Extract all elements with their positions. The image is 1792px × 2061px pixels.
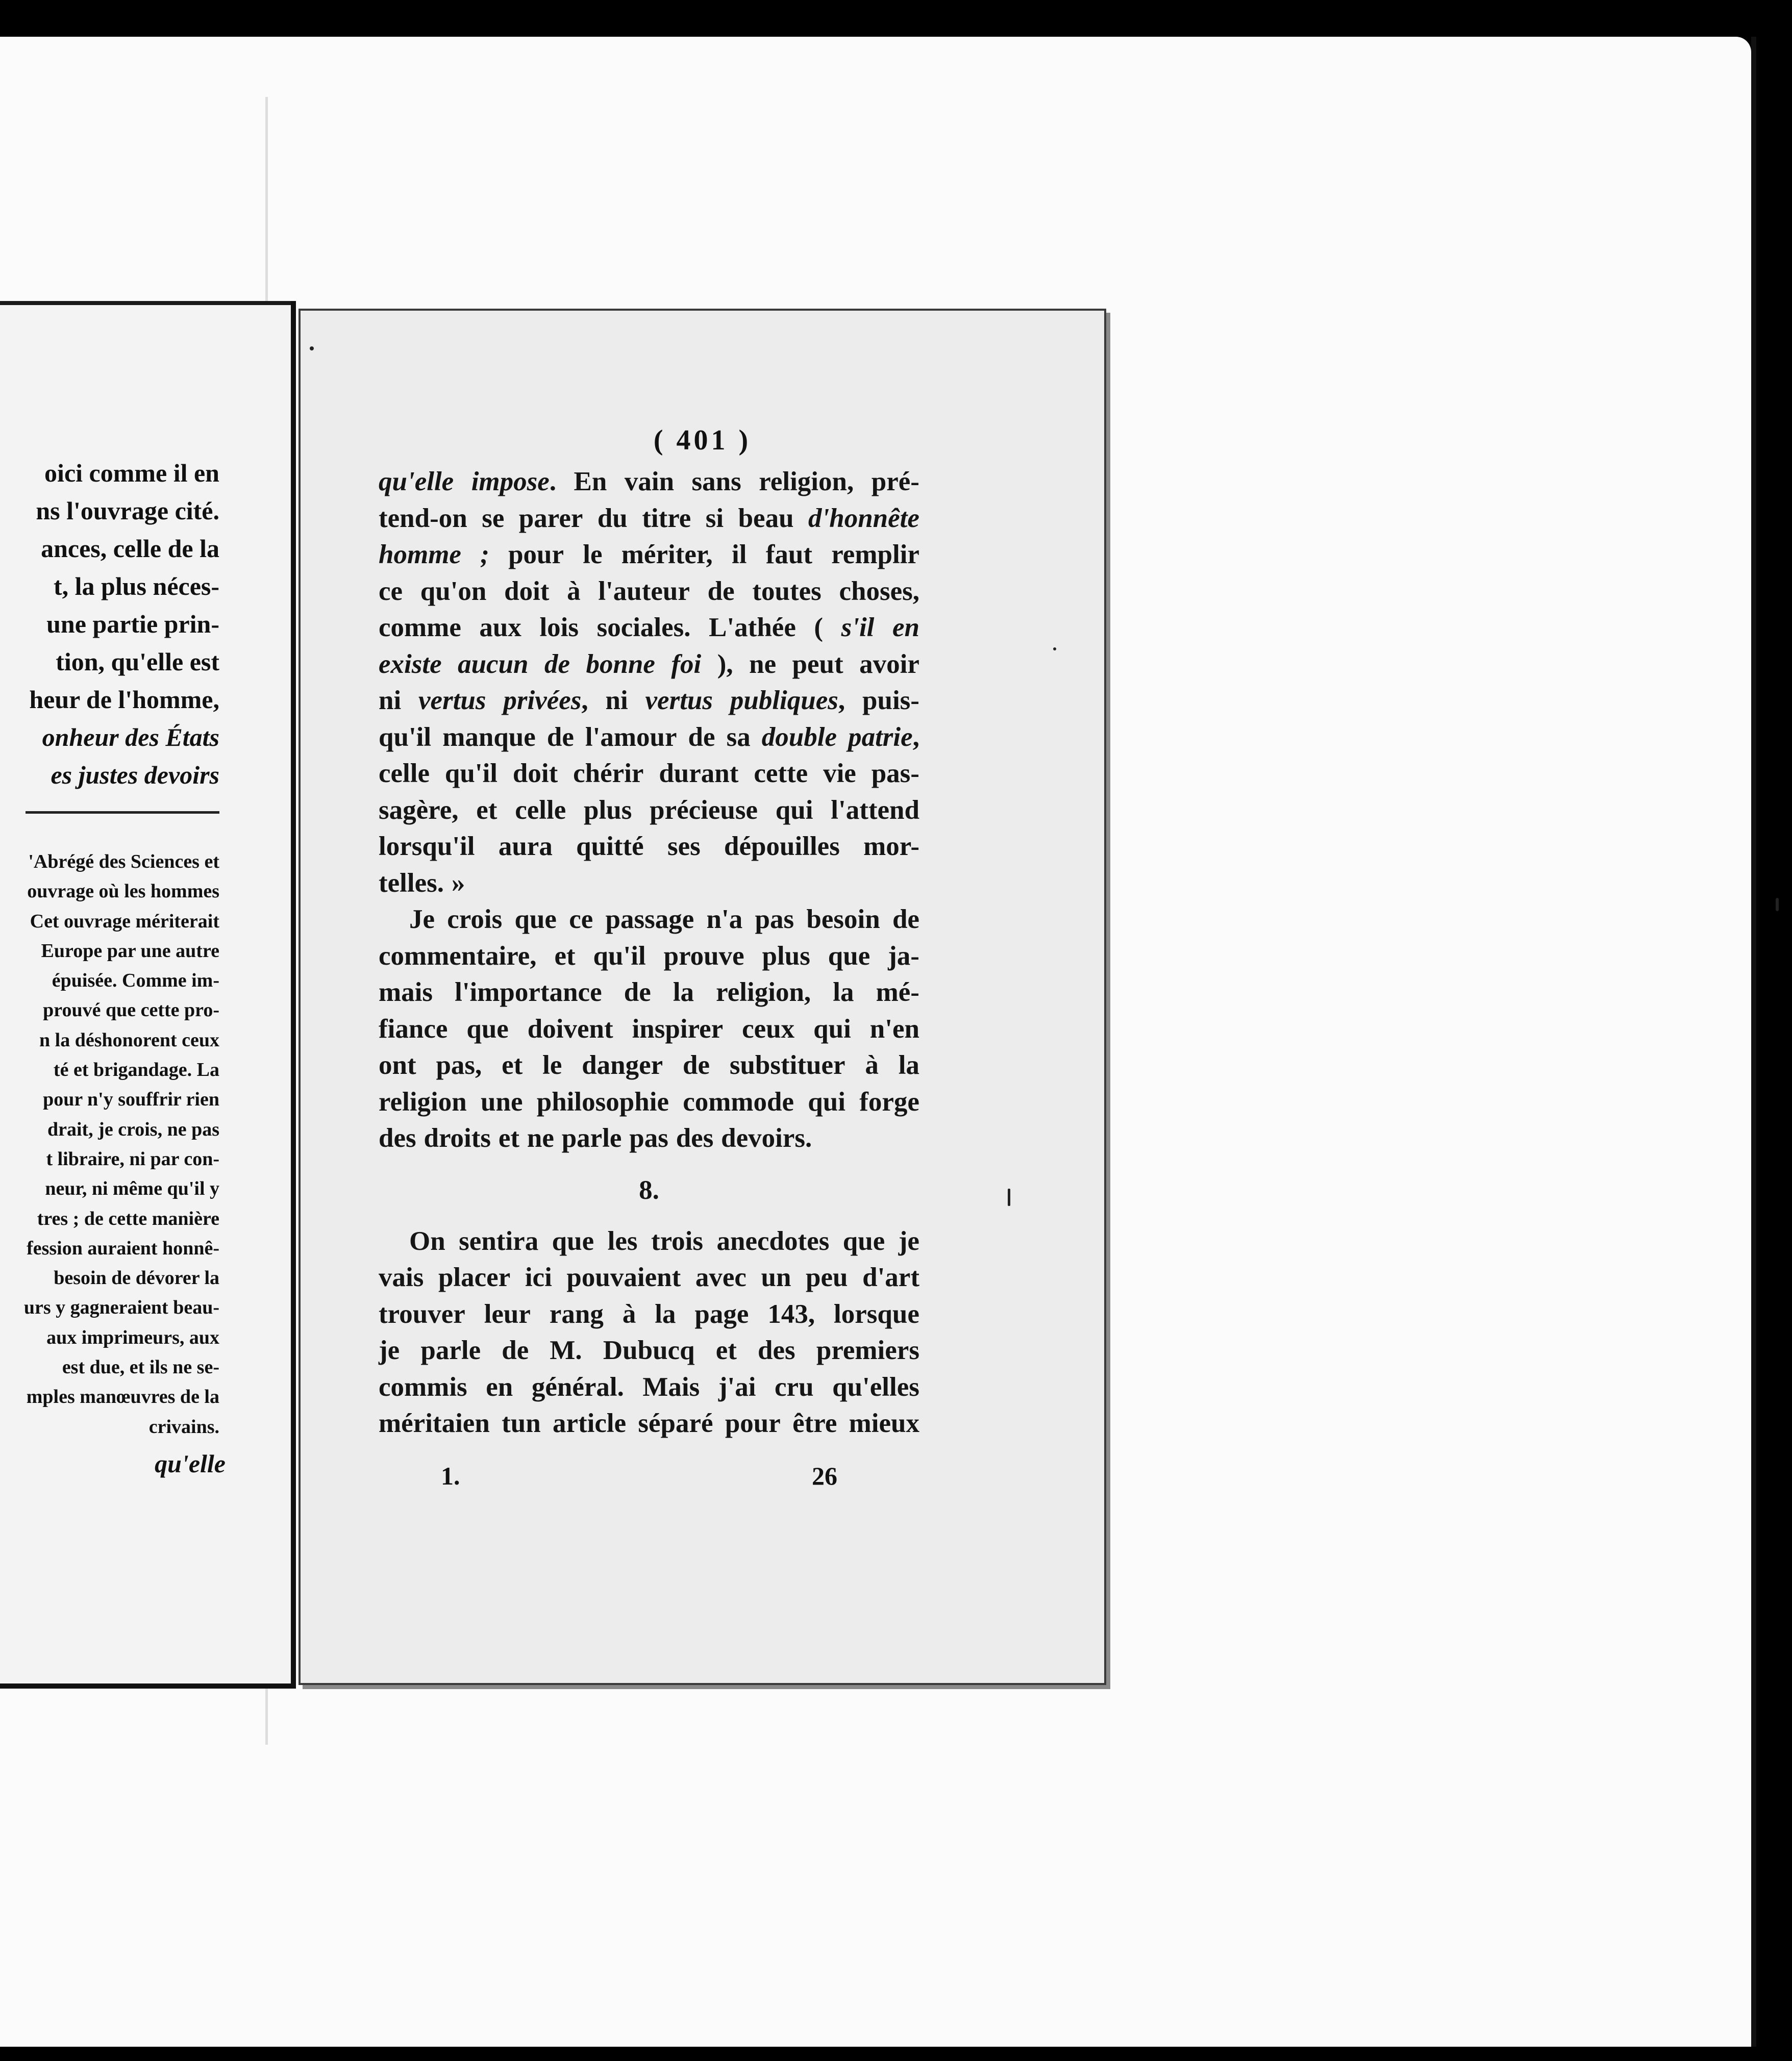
word: sociales. (596, 613, 691, 642)
word: ce (569, 904, 593, 934)
previous-page-line: ns l'ouvrage cité. (36, 496, 219, 525)
word: que (466, 1014, 509, 1044)
text-line (379, 1223, 919, 1260)
word: trouver (379, 1299, 465, 1329)
word: l'attend (831, 795, 919, 825)
word: se (482, 503, 505, 533)
footnote-line: Europe par une autre (41, 940, 219, 962)
word: lorsqu'il (379, 832, 475, 861)
word: philosophie (536, 1087, 669, 1117)
word: qui (808, 1087, 845, 1117)
footnote-line: tres ; de cette manière (37, 1208, 219, 1229)
word: aux (479, 613, 521, 642)
word: celle (379, 759, 430, 788)
word: être (792, 1409, 837, 1438)
word: il (732, 540, 747, 569)
word: de (688, 722, 715, 752)
footnote-line: est due, et ils ne se- (62, 1356, 219, 1378)
word: qu'il (379, 722, 432, 752)
scan-speck (1008, 1189, 1010, 1206)
word: ; (480, 540, 489, 569)
word: qu'on (420, 576, 487, 606)
word: aucun (458, 649, 529, 679)
word: que (552, 1226, 594, 1256)
word: ja- (888, 941, 919, 971)
word: doivent (527, 1014, 613, 1044)
word: trois (651, 1226, 704, 1256)
word: et (476, 795, 497, 825)
word: parer (518, 503, 583, 533)
scan-speck (1053, 647, 1056, 650)
text-line (379, 756, 919, 792)
footnote-line: 'Abrégé des Sciences et (28, 851, 219, 872)
word: avec (695, 1263, 746, 1292)
word: la (898, 1050, 919, 1080)
text-line (379, 1011, 919, 1048)
word: commis (379, 1372, 467, 1402)
text-line (379, 901, 919, 938)
word: vie (823, 759, 856, 788)
text-line (379, 938, 919, 975)
word: des (676, 1123, 714, 1153)
word: doit (504, 576, 550, 606)
word: pré- (871, 467, 919, 496)
footnote-line: neur, ni même qu'il y (45, 1178, 219, 1200)
word: le (542, 1050, 562, 1080)
word: page (694, 1299, 749, 1329)
footnote-line: Cet ouvrage mériterait (30, 910, 219, 932)
word: On (409, 1226, 445, 1256)
word: religion, (716, 977, 811, 1007)
word: vertus (418, 686, 486, 715)
word: le (583, 540, 603, 569)
word: droits (424, 1123, 491, 1153)
word: peut (792, 649, 843, 679)
text-line (379, 610, 919, 646)
word: pas, (436, 1050, 482, 1080)
word: n'en (869, 1014, 919, 1044)
word: patrie, (848, 722, 919, 752)
previous-page-line: oici comme il en (44, 459, 219, 487)
word: M. (550, 1336, 582, 1365)
word: Je (409, 904, 435, 934)
word: je (379, 1336, 400, 1365)
word: en (486, 1372, 513, 1402)
previous-page-line: onheur des États (42, 723, 219, 751)
word: et (715, 1336, 737, 1365)
word: séparé (638, 1409, 713, 1438)
word: l'importance (455, 977, 602, 1007)
word: homme (379, 540, 461, 569)
word: plus (584, 795, 632, 825)
word: qu'elle (379, 467, 454, 496)
text-line (379, 792, 919, 829)
footnote-line: té et brigandage. La (53, 1059, 219, 1081)
word: impose. (471, 467, 557, 496)
footnote-line: besoin de dévorer la (54, 1267, 219, 1289)
text-line (379, 464, 919, 500)
word: peu (806, 1263, 848, 1292)
section-number: 8. (639, 1175, 659, 1205)
word: tend-on (379, 503, 467, 533)
word: cette (754, 759, 808, 788)
word: privées, (503, 686, 588, 715)
previous-page-line: tion, qu'elle est (56, 647, 219, 676)
word: d'honnête (808, 503, 919, 533)
text-line (379, 537, 919, 573)
word: inspirer (632, 1014, 724, 1044)
word: publiques, (730, 686, 845, 715)
word: ceux (742, 1014, 795, 1044)
word: pour (725, 1409, 781, 1438)
word: que (514, 904, 557, 934)
word: qui (775, 795, 813, 825)
word: du (597, 503, 628, 533)
word: cru (775, 1372, 814, 1402)
word: foi (671, 649, 702, 679)
word: durant (659, 759, 739, 788)
footnote-line: prouvé que cette pro- (43, 999, 219, 1021)
word: de (624, 977, 651, 1007)
word: Mais (642, 1372, 700, 1402)
word: commode (683, 1087, 794, 1117)
footnote-line: épuisée. Comme im- (52, 970, 219, 992)
word: vais (379, 1263, 424, 1292)
previous-page-body (0, 454, 219, 794)
footnote-line: crivains. (148, 1416, 219, 1438)
word: existe (379, 649, 442, 679)
text-line (379, 683, 919, 719)
word: n'a (706, 904, 743, 934)
word: doit (512, 759, 558, 788)
word: commentaire, (379, 941, 537, 971)
previous-page-line: ances, celle de la (41, 534, 219, 563)
word: je (898, 1226, 919, 1256)
word: sans (691, 467, 741, 496)
previous-page-line: es justes devoirs (51, 761, 219, 789)
word: forge (859, 1087, 919, 1117)
word: l'auteur (598, 576, 690, 606)
word: sa (726, 722, 751, 752)
page-number: ( 401 ) (653, 424, 752, 456)
word: celle (515, 795, 566, 825)
word: des (379, 1123, 416, 1153)
word: lorsque (834, 1299, 919, 1329)
page-401 (298, 309, 1106, 1685)
word: dépouilles (724, 832, 840, 861)
word: chérir (573, 759, 644, 788)
word: qu'il (593, 941, 646, 971)
word: 143, (767, 1299, 815, 1329)
word: des (758, 1336, 795, 1365)
text-line (379, 1405, 919, 1442)
word: danger (582, 1050, 663, 1080)
text-line (379, 1333, 919, 1369)
word: et (498, 1123, 520, 1153)
word: une (481, 1087, 523, 1117)
text-line (379, 1084, 919, 1121)
text-line (379, 828, 919, 865)
paragraph-block-1 (379, 464, 919, 1157)
footnote-line: mples manœuvres de la (26, 1386, 219, 1408)
word: prouve (663, 941, 744, 971)
word: » (451, 868, 465, 898)
word: comme (379, 613, 461, 642)
word: puis- (862, 686, 919, 715)
word: ne (527, 1123, 554, 1153)
word: avoir (859, 649, 919, 679)
word: à (567, 576, 581, 606)
word: parle (561, 1123, 622, 1153)
word: crois (447, 904, 503, 934)
word: substituer (729, 1050, 845, 1080)
scan-speck (310, 346, 314, 350)
footnote-line: pour n'y souffrir rien (43, 1089, 219, 1111)
word: choses, (839, 576, 919, 606)
text-line (379, 865, 919, 902)
word: la (655, 1299, 676, 1329)
word: à (865, 1050, 879, 1080)
word: en (892, 613, 919, 642)
footnote-line: fession auraient honnê- (27, 1237, 219, 1259)
text-line (379, 573, 919, 610)
paragraph-block-2 (379, 1223, 919, 1442)
word: En (574, 467, 607, 496)
signature-mark: 1. (441, 1462, 460, 1490)
word: qu'il (444, 759, 498, 788)
word: de (544, 649, 570, 679)
signature-number: 26 (812, 1462, 837, 1490)
word: pas (755, 904, 794, 934)
word: aura (498, 832, 553, 861)
word: titre (642, 503, 691, 533)
previous-page-line: une partie prin- (46, 610, 219, 638)
word: la (673, 977, 694, 1007)
page-edge-bottom (0, 1683, 291, 1689)
word: pas- (871, 759, 919, 788)
word: leur (484, 1299, 531, 1329)
text-line (379, 1120, 919, 1157)
word: de (502, 1336, 529, 1365)
word: et (502, 1050, 523, 1080)
footnote-line: urs y gagneraient beau- (23, 1297, 219, 1319)
footnote-line: aux imprimeurs, aux (46, 1326, 219, 1348)
word: si (705, 503, 724, 533)
word: un (761, 1263, 791, 1292)
scan-speck (1776, 898, 1779, 911)
word: premiers (816, 1336, 919, 1365)
footnote-separator (26, 811, 219, 814)
word: ne (749, 649, 777, 679)
word: pour (508, 540, 564, 569)
word: que (842, 1226, 885, 1256)
word: fiance (379, 1014, 448, 1044)
word: anecdotes (716, 1226, 830, 1256)
word: de (892, 904, 919, 934)
word: à (622, 1299, 636, 1329)
text-line (379, 1296, 919, 1333)
word: vain (624, 467, 675, 496)
footnote-line: t libraire, ni par con- (46, 1148, 219, 1170)
word: général. (531, 1372, 624, 1402)
word: parle (420, 1336, 481, 1365)
word: pas (629, 1123, 668, 1153)
footnote-line: ouvrage où les hommes (27, 881, 219, 902)
word: devoirs. (721, 1123, 812, 1153)
word: pouvaient (566, 1263, 681, 1292)
word: mé- (876, 977, 919, 1007)
word: sagère, (379, 795, 459, 825)
word: les (607, 1226, 638, 1256)
word: double (761, 722, 837, 752)
word: mor- (863, 832, 919, 861)
word: Dubucq (603, 1336, 695, 1365)
page-edge-top (0, 301, 291, 305)
word: méritaien (379, 1409, 490, 1438)
word: sentira (459, 1226, 539, 1256)
word: religion (379, 1087, 467, 1117)
previous-page (0, 301, 296, 1689)
word: mériter, (621, 540, 713, 569)
word: toutes (752, 576, 822, 606)
word: précieuse (650, 795, 758, 825)
text-line (379, 646, 919, 683)
word: tun (502, 1409, 541, 1438)
word: bonne (586, 649, 655, 679)
word: article (552, 1409, 627, 1438)
word: passage (605, 904, 694, 934)
word: que (828, 941, 870, 971)
word: remplir (831, 540, 919, 569)
word: d'art (862, 1263, 919, 1292)
word: j'ai (718, 1372, 756, 1402)
previous-page-footnotes (0, 847, 219, 1442)
word: beau (738, 503, 794, 533)
text-line (379, 1369, 919, 1406)
word: lois (539, 613, 579, 642)
word: besoin (806, 904, 880, 934)
word: et (554, 941, 576, 971)
word: de (707, 576, 735, 606)
word: l'amour (585, 722, 677, 752)
word: ses (667, 832, 701, 861)
text-line (379, 500, 919, 537)
word: placer (438, 1263, 511, 1292)
word: telles. (379, 868, 444, 898)
word: ni (379, 686, 402, 715)
word: qui (813, 1014, 851, 1044)
word: de (683, 1050, 710, 1080)
word: vertus (645, 686, 713, 715)
word: qu'elles (832, 1372, 919, 1402)
word: plus (762, 941, 810, 971)
word: rang (549, 1299, 604, 1329)
previous-page-line: t, la plus néces- (54, 572, 219, 600)
word: ), (717, 649, 733, 679)
word: s'il (841, 613, 875, 642)
word: la (833, 977, 854, 1007)
word: L'athée (709, 613, 796, 642)
previous-page-line: heur de l'homme, (29, 685, 219, 714)
catchword: qu'elle (155, 1449, 226, 1478)
footnote-line: drait, je crois, ne pas (47, 1118, 219, 1140)
footnote-line: n la déshonorent ceux (39, 1029, 219, 1051)
word: ( (814, 613, 824, 642)
word: faut (765, 540, 812, 569)
word: de (546, 722, 574, 752)
text-line (379, 1260, 919, 1296)
word: quitté (576, 832, 644, 861)
word: manque (442, 722, 536, 752)
word: ni (605, 686, 628, 715)
word: ici (525, 1263, 552, 1292)
word: ont (379, 1050, 416, 1080)
word: mieux (849, 1409, 919, 1438)
text-line (379, 974, 919, 1011)
word: religion, (759, 467, 854, 496)
word: mais (379, 977, 433, 1007)
text-line (379, 719, 919, 756)
word: ce (379, 576, 403, 606)
text-line (379, 1047, 919, 1084)
text-column (379, 464, 919, 1442)
